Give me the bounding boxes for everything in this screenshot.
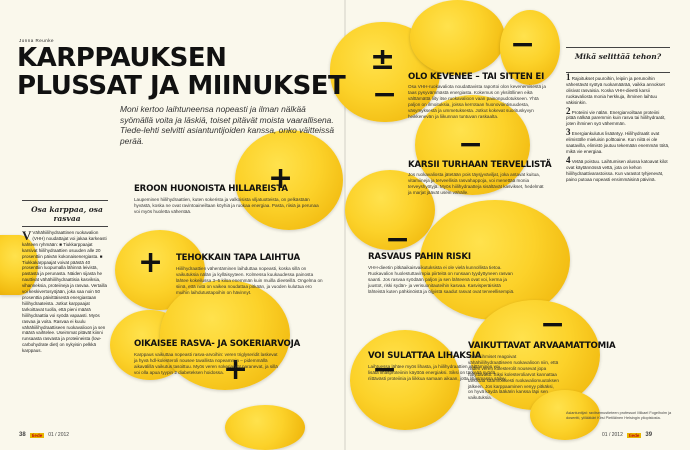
sidebar-body (566, 72, 670, 183)
sidebar-title: Mikä selittää tehon? (574, 52, 662, 61)
section-body: Karppaus vaikuttaa nopeasti rasva-arvoihin: veren triglyseridit laskevat ja hyvä hdl-kolesteroli nousee tavallista nopeammin – pidemmällä aikavälillä vaikutus tasoittuu. Myös veren sokeriarvot paranevat, ja sillä voi olla apua tyypin 2 diabeteksen hoidossa. (134, 352, 278, 375)
minus-sign: − (385, 222, 411, 257)
lead-paragraph: Moni kertoo laihtuneensa nopeasti ja ilman nälkää syömällä voita ja läskiä, toiset pitävät moista vaarallisena. Tiede-lehti selvitti asiantuntijoiden kanssa, onko väitteissä perää. (120, 104, 335, 146)
section-heading: KARSII TURHAAN TERVELLISTÄ (408, 160, 552, 170)
list-item (566, 127, 670, 155)
section-heading: TEHOKKAIN TAPA LAIHTUA (176, 253, 300, 263)
footer-left (19, 432, 69, 438)
butter-blob (225, 405, 305, 450)
item-text: Energiankulutus lisääntyy. Hiilihydraatit ovat elimistölle mieluisin polttoaine. Kun niitä ei ole saatavilla, elimistö joutuu tekemään enemmän töitä, mikä vie energiaa. (566, 131, 670, 154)
section-heading: RASVAUS PAHIN RISKI (368, 252, 471, 262)
page-number: 38 (19, 432, 26, 438)
sidebar-text: Vähähiilihydraattinen ruokavalion (VHH) noudattajat voi jakaa karkeasti kahteen ryhmään: ■ Tiukkarppaajat karsivat hiilihydraattien osuuden alle 20 prosenttiin päivän kokonaisenergiasta. ■ Tiukkakarppaajat voivat päästä 40 prosenttiin luopumalla lähinnä leivistä, pastasta ja perunasta. Näiden sijasta he nauttivat vähähiilihydraattisia kasviksia, vihanneksia, proteiineja ja rasvaa. Vertailla voi keskivertosyöjään, joka saa noin 50 prosenttia päivittäisestä energiastaan hiilihydraateista. Jotkut karppaajat tarkoittavat tuolla, että pieni määrä hiilihydraattia voi syödä vapaasti. Myös rasvaa ja voita. Rasvaa ei kuulu vähähiilihydraattiseen ruokavalioon ja sen määrä vaihtelee. Useimmat pitävät kiinni runsaasta rasvasta ja proteiineista (low-carbohydrate diet) on nykyisin pelkkä karppaus. (22, 230, 108, 354)
title-line-1: KARPPAUKSEN (17, 43, 227, 73)
expert-credit: Asiantuntijat: ravitsemustieteen professori Mikael Fogelholm ja dosentti, ylilääkäri Kirsi Pietiläinen Helsingin yliopistosta. (566, 411, 672, 420)
item-number: 2 (566, 105, 571, 116)
sidebar-rule (22, 200, 108, 201)
section-body: VHH-dieetin pitkäaikaisvaikutuksista ei ole vielä kunnollista tietoa. Ruokavalion huolestuttavimpia piirteitä on runsaan tyydyttyneen rasvan saanti. Jos rasvaa syödään paljon ja sen lähteenä ovat voi, kerma ja juustot, riski sydän- ja verisuonitauteihin kasvaa. Kasvisperäisistä lähteistä kuten pähkinöistä ja öljyistä saadut rasvat ovat terveellisempiä. (368, 265, 515, 294)
page-number: 39 (645, 432, 653, 438)
section-heading: OLO KEVENEE – TAI SITTEN EI (408, 72, 545, 82)
minus-sign: − (510, 27, 536, 62)
item-number: 1 (566, 72, 571, 82)
section-body: Laupeminen hiilihydraattien, kuten sokerista ja valkoisista viljatuotteista, on pelkästään hyvästä, koska ne ovat ravintoaineiltaan köyhiä ja ruokaa energiaa. Pasta, riisiä ja perunaa voi myös huoletta vähentää. (134, 197, 319, 214)
section-heading: VOI SULATTAA LIHAKSIA (368, 351, 482, 361)
item-text: Proteiini vie nälän. Energiarvoiltaan proteiini pitää nälkää paremmin kuin rasva tai hiilihydraatit, joten ihminen syö vähemmän. (566, 109, 666, 127)
list-item (566, 105, 670, 128)
item-number: 3 (566, 127, 571, 138)
minus-sign: − (540, 307, 566, 342)
magazine-logo: tiede (628, 432, 640, 438)
butter-blob (410, 0, 505, 75)
sidebar-rule (566, 47, 670, 48)
sidebar-body (22, 230, 108, 354)
plus-minus-sign: ± (370, 42, 396, 77)
minus-sign: − (372, 352, 398, 387)
issue-number: 01 / 2012 (602, 432, 623, 438)
list-item (566, 154, 670, 183)
issue-number: 01 / 2012 (48, 432, 70, 438)
title-line-2: PLUSSAT JA MIINUKSET (17, 71, 346, 101)
section-body: Osa VHH-ruokavaliota noudattavista raportoi olon kevenemisestä ja taas pysyvämmästä energiasta. Kokemus on yksilöllinen eikä välttämättä liity itse ruokavalioon vaan painonpudotukseen. Yhtä paljon on ilmoituksia, joissa kerrotaan huonovointisuudesta, väsymyksestä ja ummetuksesta. Jotkut kokevat suorituskyvyn heikkenevän ja liikunnan tuntuvan raskaalta. (408, 84, 546, 119)
footer-right (602, 432, 652, 438)
item-number: 4 (566, 154, 571, 165)
page-title (17, 44, 345, 100)
section-body: Jos ruokavaliosta jätetään pois täysjyväviljat, joka antavat kuitua, vitamiineja ja terveellisiä rasvahappoja, voi menettää monia terveyshyötyjä. Myös hiilihydraatteja sisältävät kasvikset, hedelmät ja marjat jäävät usein vähälle. (408, 172, 544, 195)
sidebar-rule (566, 72, 670, 73)
section-body: Hiilihydraattien vähentäminen laihduttaa nopeasti, koska sillä on vaikutuksia nälän ja kylläisyyteen. Kolmessa kuukaudessa painosta lähtee kokeilussa 3–5 kiloa enemmän kuin muilla dieeteillä. Ongelma on siinä, että niitä on vaikea noudattaa pitkään, ja vuoden kuluttua ero muihin laihdutustapoihin on hävinnyt. (176, 266, 323, 295)
plus-sign: + (138, 245, 164, 280)
plus-sign: + (268, 161, 294, 196)
minus-sign: − (458, 127, 484, 162)
section-heading: OIKAISEE RASVA- JA SOKERIARVOJA (134, 339, 301, 349)
drop-cap: V (22, 228, 32, 243)
section-body: Laihtuessa lähtee myös lihasta, ja hiilihydraattien välttäminen voi lisätä lihasproteiinin käyttöä energiaksi. Siksi on tärkeää syödä riittävästi proteiinia ja liikkua samaan aikaan, jotta lihasmassa säilyy. (368, 364, 507, 381)
item-text: Vetää poistuu. Laihtumisen alussa katoavat kilot ovat käytännössä vettä, jota on kehon hiilihydraattivarastoissa. Kun varastot tyhjenevät, paino putoaa nopeasti ensimmäisinä päivinä. (566, 158, 668, 182)
minus-sign: − (372, 77, 398, 112)
plus-sign: + (223, 352, 249, 387)
list-item (566, 72, 670, 106)
author-byline: Jonna Reunke (19, 38, 55, 43)
item-text: Rajoitukset puuroihin, leipiin ja perunoihin vähentävät syötyä ruokamäärää, vaikka annokset olisivat rasvaisia. Koska VHH-dieetti karsii ruokavaliosta monia herkkuja, ihminen laihtuu väkisinkin. (566, 76, 665, 105)
sidebar-title: Osa karppaa, osa rasvaa (31, 205, 103, 223)
sidebar-rule (22, 226, 108, 227)
section-heading: EROON HUONOISTA HILLAREISTA (134, 184, 288, 194)
magazine-logo: tiede (31, 432, 43, 438)
section-body: Jotkut ihmiset reagoivat vähähiilihydraattiseen ruokavalioon niin, että niiden veren kolesterolit nousevat jopa hälyttävästi. Siksi kolesteroliarvot kannattaa tarkistaa säännöllisesti ruokavaliomuutoksen jälkeen. Jos karppaaminen venyy pitkäksi, on hyvä käydä lääkärin kanssa läpi sen vaikutuksia. (468, 354, 559, 401)
section-heading: VAIKUTTAVAT ARVAAMATTOMIA (468, 341, 616, 351)
